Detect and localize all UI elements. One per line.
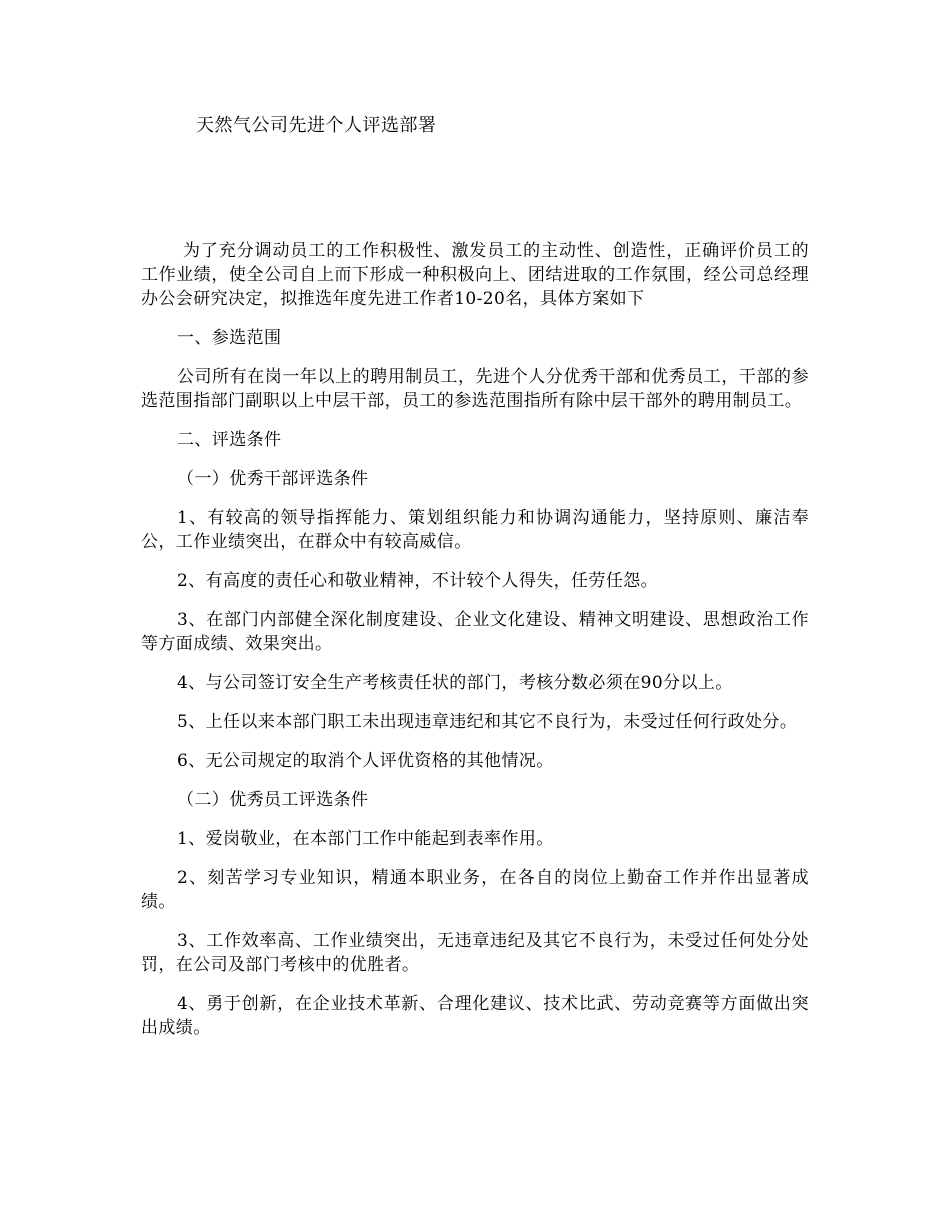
section-heading-scope: 一、参选范围 (177, 328, 282, 348)
cadre-criterion-6: 6、无公司规定的取消个人评优资格的其他情况。 (177, 751, 554, 771)
document-body (141, 239, 809, 1055)
document-title: 天然气公司先进个人评选部署 (196, 115, 437, 136)
scope-paragraph: 公司所有在岗一年以上的聘用制员工，先进个人分优秀干部和优秀员工，干部的参选范围指部门副职以上中层干部，员工的参选范围指所有除中层干部外的聘用制员工。 (141, 367, 809, 411)
cadre-criterion-5: 5、上任以来本部门职工未出现违章违纪和其它不良行为，未受过任何行政处分。 (177, 712, 798, 732)
cadre-criterion-4: 4、与公司签订安全生产考核责任状的部门，考核分数必须在90分以上。 (177, 673, 733, 693)
cadre-criterion-2: 2、有高度的责任心和敬业精神，不计较个人得失，任劳任怨。 (177, 571, 659, 591)
staff-criterion-2: 2、刻苦学习专业知识，精通本职业务，在各自的岗位上勤奋工作并作出显著成绩。 (141, 868, 809, 912)
cadre-criterion-1: 1、有较高的领导指挥能力、策划组织能力和协调沟通能力，坚持原则、廉洁奉公，工作业绩突出，在群众中有较高威信。 (141, 508, 809, 552)
staff-criterion-4: 4、勇于创新，在企业技术革新、合理化建议、技术比武、劳动竞赛等方面做出突出成绩。 (141, 994, 809, 1038)
cadre-criterion-3: 3、在部门内部健全深化制度建设、企业文化建设、精神文明建设、思想政治工作等方面成绩、效果突出。 (141, 610, 809, 654)
subsection-heading-staff: （二）优秀员工评选条件 (177, 790, 369, 810)
intro-paragraph: 为了充分调动员工的工作积极性、激发员工的主动性、创造性，正确评价员工的工作业绩，使全公司自上而下形成一种积极向上、团结进取的工作氛围，经公司总经理办公会研究决定，拟推选年度先进工作者10-20名，具体方案如下 (141, 241, 809, 309)
staff-criterion-1: 1、爱岗敬业，在本部门工作中能起到表率作用。 (177, 829, 554, 849)
subsection-heading-cadre: （一）优秀干部评选条件 (177, 469, 369, 489)
staff-criterion-3: 3、工作效率高、工作业绩突出，无违章违纪及其它不良行为，未受过任何处分处罚，在公司及部门考核中的优胜者。 (141, 931, 809, 975)
section-heading-criteria: 二、评选条件 (177, 430, 282, 450)
